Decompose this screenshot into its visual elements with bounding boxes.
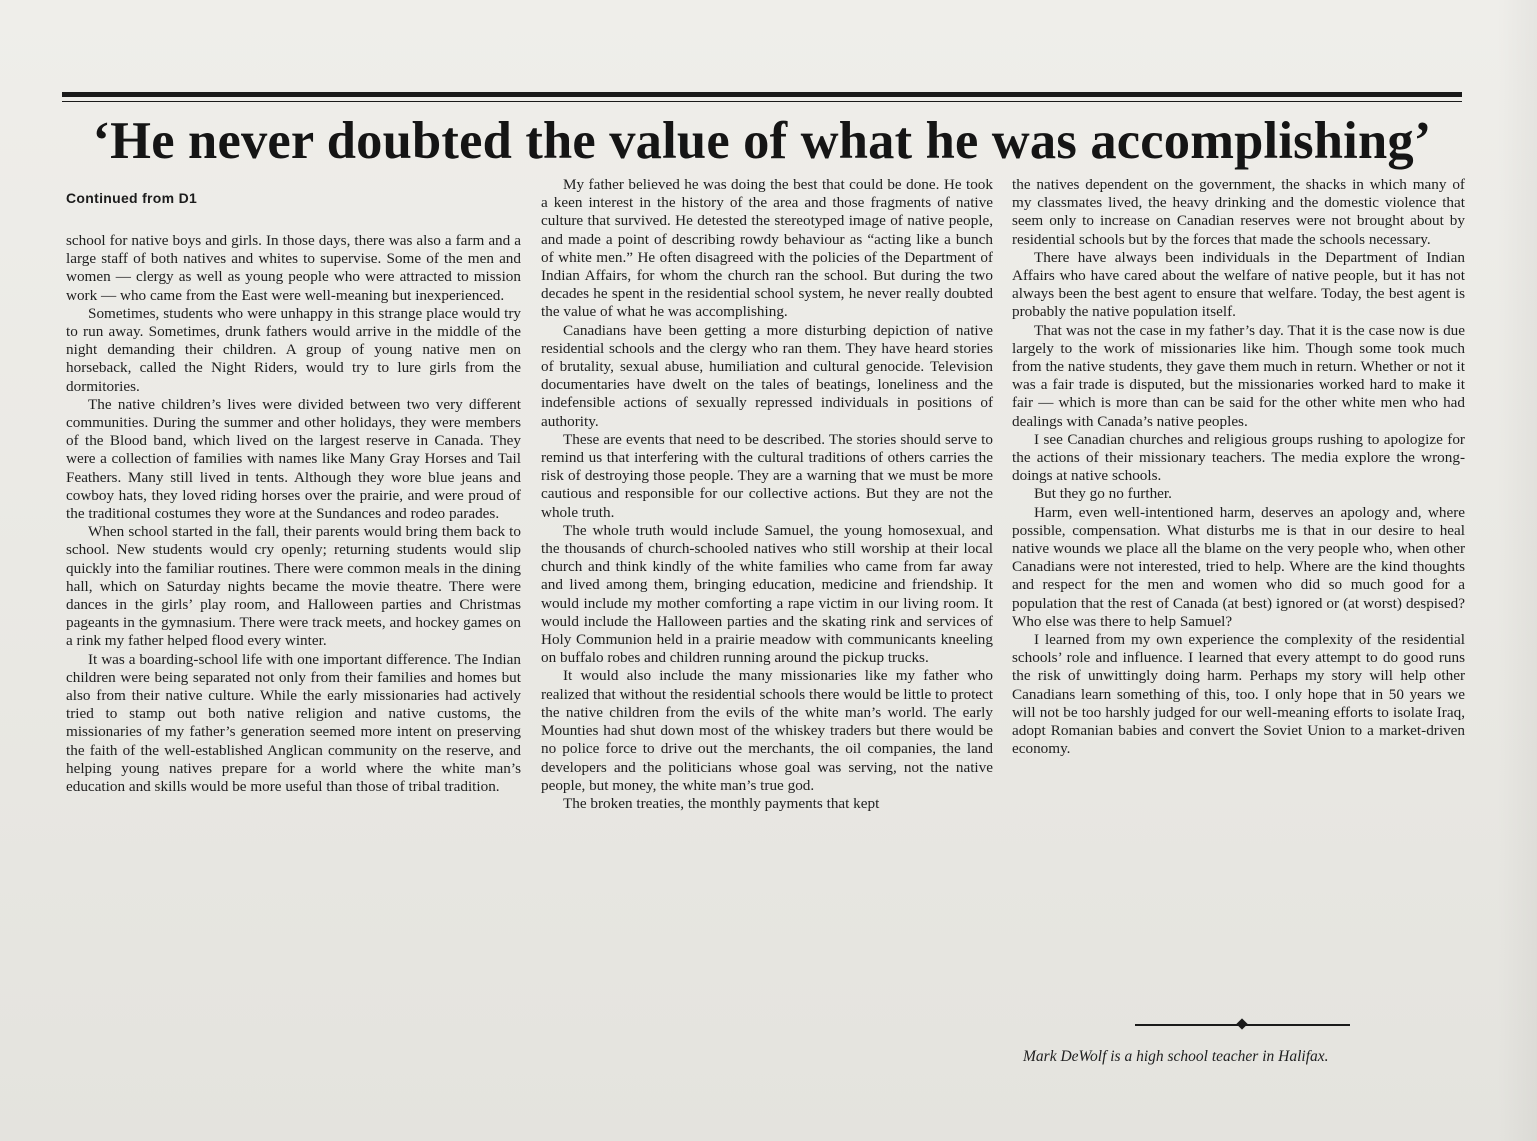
- paragraph: It was a boarding-school life with one important difference. The Indian children were being separated not only from their families and homes but also from their native culture. While the early missionaries had actively tried to stamp out both native religion and native customs, the missionaries of my father’s generation seemed more intent on preserving the faith of the well-established Anglican community on the reserve, and helping young natives prepare for a world where the white man’s education and skills would be more useful than those of tribal tradition.: [66, 650, 521, 796]
- paragraph: The broken treaties, the monthly payments that kept: [563, 794, 880, 812]
- paragraph: The whole truth would include Samuel, the young homosexual, and the thousands of church-schooled natives who still worship at their local church and think kindly of the white families who came from far away and lived among them, bringing education, medicine and friendship. It would include my mother comforting a rape victim in our living room. It would include the Halloween parties and the skating rink and services of Holy Communion held in a prairie meadow with communicants kneeling on buffalo robes and children running around the pickup trucks.: [541, 521, 993, 667]
- paragraph: It would also include the many missionaries like my father who realized that without the residential schools there would be little to protect the native children from the evils of the white man’s world. The early Mounties had shut down most of the whiskey traders but there would be no police force to drive out the merchants, the oil companies, the land developers and the politicians whose goal was serving, not the native people, but money, the white man’s true god.: [541, 667, 993, 794]
- author-byline: Mark DeWolf is a high school teacher in Halifax.: [1023, 1048, 1329, 1065]
- column-2: [541, 176, 993, 813]
- headline-rule-thick: [62, 92, 1462, 97]
- paragraph: Harm, even well-intentioned harm, deserves an apology and, where possible, compensation. What disturbs me is that in our desire to heal native wounds we place all the blame on the very people who, when other Canadians were not interested, tried to help. Where are the kind thoughts and respect for the men and women who did so much good for a population that the rest of Canada (at best) ignored or (at worst) despised? Who else was there to help Samuel?: [1012, 503, 1465, 630]
- paragraph: That was not the case in my father’s day. That it is the case now is due largely to the work of missionaries like him. Though some took much from the native students, they gave them much in return. Whether or not it was a fair trade is disputed, but the missionaries worked hard to make it fair — which is more than can be said for the other white men who had dealings with Canada’s native peoples.: [1012, 321, 1465, 430]
- paragraph: Canadians have been getting a more disturbing depiction of native residential schools and the clergy who ran them. They have heard stories of brutality, sexual abuse, humiliation and cultural genocide. Television documentaries have dwelt on the tales of beatings, loneliness and the indefensible actions of sexually repressed individuals in positions of authority.: [541, 321, 993, 430]
- paragraph: The native children’s lives were divided between two very different communities. During the summer and other holidays, they were members of the Blood band, which lived on the largest reserve in Canada. They were a collection of families with names like Many Gray Horses and Tail Feathers. Many still lived in tents. Although they wore blue jeans and cowboy hats, they loved riding horses over the prairie, and were proud of the traditional costumes they wore at the Sundances and rodeo parades.: [66, 395, 521, 523]
- headline: ‘He never doubted the value of what he was accomplishing’: [92, 112, 1432, 170]
- paragraph: the natives dependent on the government, the shacks in which many of my classmates lived, the heavy drinking and the domestic violence that seem only to increase on Canadian reserves were not brought about by residential schools but by the forces that made the schools necessary.: [1012, 176, 1465, 248]
- paragraph: My father believed he was doing the best that could be done. He took a keen interest in the history of the area and those fragments of native culture that survived. He detested the stereotyped image of native people, and made a point of describing rowdy behaviour as “acting like a bunch of white men.” He often disagreed with the policies of the Department of Indian Affairs, for whom the church ran the school. But during the two decades he spent in the residential school system, he never really doubted the value of what he was accomplishing.: [541, 176, 993, 321]
- continued-note: Continued from D1: [66, 190, 198, 206]
- column-3: [1012, 176, 1465, 759]
- paragraph: When school started in the fall, their parents would bring them back to school. New students would cry openly; returning students would slip quickly into the familiar routines. There were common meals in the dining hall, which on Saturday nights became the movie theatre. There were dances in the girls’ play room, and Halloween parties and Christmas pageants in the gymnasium. There were track meets, and hockey games on a rink my father helped flood every winter.: [66, 523, 521, 650]
- headline-rule-thin: [62, 101, 1462, 102]
- paragraph: school for native boys and girls. In those days, there was also a farm and a large staff of both natives and whites to supervise. Some of the men and women — clergy as well as young people who were attracted to mission work — who came from the East were well-meaning but inexperienced.: [66, 232, 521, 304]
- paragraph: These are events that need to be described. The stories should serve to remind us that interfering with the cultural traditions of others carries the risk of destroying those people. They are a warning that we must be more cautious and responsible for our collective actions. But they are not the whole truth.: [541, 430, 993, 521]
- page-edge-shadow: [1497, 0, 1537, 1141]
- paragraph: There have always been individuals in the Department of Indian Affairs who have cared about the welfare of native people, but it has not always been the best agent to ensure that welfare. Today, the best agent is probably the native population itself.: [1012, 248, 1465, 321]
- end-diamond-icon: [1236, 1018, 1247, 1029]
- paragraph: Sometimes, students who were unhappy in this strange place would try to run away. Sometimes, drunk fathers would arrive in the middle of the night demanding their children. A group of young native men on horseback, called the Night Riders, would try to lure girls from the dormitories.: [66, 304, 521, 395]
- paragraph: But they go no further.: [1034, 485, 1172, 503]
- paragraph: I see Canadian churches and religious groups rushing to apologize for the actions of their missionary teachers. The media explore the wrong-doings at native schools.: [1012, 430, 1465, 485]
- paragraph: I learned from my own experience the complexity of the residential schools’ role and influence. I learned that every attempt to do good runs the risk of unwittingly doing harm. Perhaps my story will help other Canadians learn something of this, too. I only hope that in 50 years we will not be too harshly judged for our well-meaning efforts to isolate Iraq, adopt Romanian babies and convert the Soviet Union to a market-driven economy.: [1012, 631, 1465, 758]
- column-1: [66, 232, 521, 796]
